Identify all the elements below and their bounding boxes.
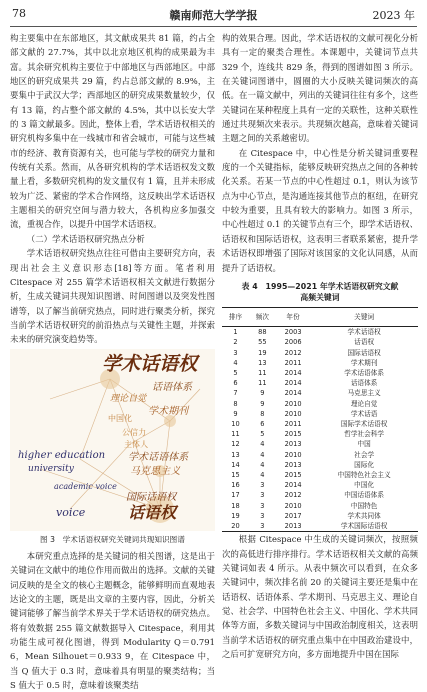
cell-keyword: 中国化 <box>354 481 375 490</box>
cell-frequency: 13 <box>258 358 267 367</box>
table-body <box>222 327 418 532</box>
table-row <box>222 419 418 429</box>
cell-frequency: 3 <box>260 481 265 490</box>
cell-keyword: 马克思主义 <box>347 389 381 398</box>
cell-keyword: 中国特色社会主义 <box>337 471 391 480</box>
cell-year: 2015 <box>284 430 302 439</box>
cell-keyword: 中国 <box>357 440 371 449</box>
cell-keyword: 国际学术话语权 <box>340 420 388 429</box>
cell-year: 2014 <box>284 481 302 490</box>
cell-year: 2014 <box>284 379 302 388</box>
cell-year: 2013 <box>284 460 302 469</box>
cell-rank: 4 <box>233 358 238 367</box>
table-row <box>222 521 418 532</box>
cloud-word-10: 学术话语体系 <box>128 451 189 463</box>
cell-keyword: 学术共同体 <box>347 511 381 520</box>
journal-title: 赣南师范大学学报 <box>169 9 258 22</box>
cell-frequency: 4 <box>260 450 265 459</box>
cloud-word-4: 学术期刊 <box>148 405 189 417</box>
cell-year: 2010 <box>284 399 302 408</box>
cell-rank: 12 <box>231 440 240 449</box>
table-row <box>222 348 418 358</box>
table-row <box>222 358 418 368</box>
cell-rank: 20 <box>222 521 249 532</box>
cell-rank: 3 <box>233 348 238 357</box>
table-row <box>222 409 418 419</box>
cell-keyword: 话语体系 <box>350 379 378 388</box>
cell-rank: 16 <box>231 481 240 490</box>
left-paragraph-1: 构主要集中在东部地区，其文献成果共 81 篇，约占全部文献的 27.7%，其中以北京地区机构的成果最为丰富。其余研究机构主要位于中部地区与西部地区。中部地区的研究成果共 29 篇，约占总部文献的 8.9%，主要集中于武汉大学；西部地区的研究成果数量较少，仅有 13 篇，约占整个部文献的 4.5%，其中以长安大学的 3 篇文献最多。因此，整体上看，学术话语权相关的研究机构多集中在一线城市和省会城市，可能与这些城市的经济、教育资源有关，也可能与学校的研究力量和传统有关系。然而，从各研究机构的学术话语权发文数量上看，多数研究机构的发文量仅有 1 篇，且并未形成较为广泛、紧密的学术合作网络，这反映出学术话语权主题相关的研究空间与潜力较大，各机构应多加强交流，重视合作，以提升中国学术话语权。 <box>10 33 215 230</box>
left-paragraph-3: 本研究重点选择的是关键词的相关图谱，这是出于关键词在文献中的地位作用而做出的选择。文献的关键词反映的是全文的核心主题概念，能够鲜明而直观地表达论文的主题，既是出文章的主要内容，因此，分析关键词能够了解当前学术界关于学术话语权的研究热点。将有效数据 255 篇文献数据导入 Citespace，利用其功能生成可视化图谱，得到 Modularity Q＝0.791 6，Mean Silhouet＝0.933 9，在 Citespace 中，当 Q 值大于 0.3 时，意味着具有明显的聚类结构；当 S 值大于 0.5 时，意味着该聚类结 <box>10 550 215 690</box>
cell-rank: 1 <box>233 328 238 337</box>
table-row <box>222 490 418 500</box>
cloud-word-12: academic voice <box>54 481 117 491</box>
cell-rank: 14 <box>231 460 240 469</box>
cell-frequency: 11 <box>258 379 267 388</box>
cell-frequency: 4 <box>260 460 265 469</box>
cell-keyword: 学术话语体系 <box>344 369 385 377</box>
cell-keyword: 中国话语体系 <box>344 491 385 500</box>
header-keyword: 关键词 <box>310 307 418 326</box>
cell-frequency: 4 <box>260 471 265 480</box>
header-rank: 排序 <box>222 307 249 326</box>
right-paragraph-3: 根据 Citespace 中生成的关键词频次，按照频次的高低进行排序排行。学术话语权相关文献的高频关键词如表 4 所示。从表中频次可以看到，在众多关键词中，频次排名前 20 的关键词主要还是集中在话语权、话语体系、学术期刊、马克思主义、理论自觉、社会学、中国特色社会主义、中国化、学术共同体等方面，多数关键词与中国政治制度相关，这表明当前学术话语权的研究重点集中在中国政治建设中，之后可扩宽研究方向，多方面地提升中国在国际 <box>222 534 418 659</box>
cell-rank: 19 <box>231 511 240 520</box>
table-subcaption: 高频关键词 <box>300 292 340 302</box>
cell-year: 2011 <box>284 420 302 429</box>
cell-frequency: 11 <box>258 369 267 377</box>
cell-keyword: 话语权 <box>354 338 375 347</box>
cell-year: 2011 <box>284 358 302 367</box>
table-row <box>222 368 418 378</box>
table-row <box>222 480 418 490</box>
cell-rank: 7 <box>233 389 238 398</box>
cell-rank: 2 <box>233 338 238 347</box>
table-row <box>222 388 418 398</box>
page-header <box>10 0 417 27</box>
cell-rank: 8 <box>233 399 238 408</box>
cell-frequency: 88 <box>258 328 267 337</box>
cell-keyword: 哲学社会科学 <box>344 430 385 439</box>
cloud-word-8: higher education <box>18 449 106 461</box>
left-column <box>10 31 215 692</box>
cloud-word-1: 学术话语权 <box>102 352 198 375</box>
cell-rank: 13 <box>231 450 240 459</box>
cell-year: 2010 <box>284 450 302 459</box>
cell-year: 2014 <box>284 389 302 398</box>
cell-frequency: 55 <box>258 338 267 347</box>
right-paragraph-1: 构的效果合理。因此，学术话语权的文献可视化分析具有一定的聚类合理性。本课题中，关键词节点共 329 个，连线共 829 条，得到的图谱如图 3 所示。在关键词图谱中，圆圈的大小反映关键词频次的高低。在一篇文献中，列出的关键词往往有多个，这些关键词在某种程度上具有一定的关联性，这种关联性通过共现频次来表示。共现频次越高，意味着关键词主题之间的关系越密切。 <box>222 33 418 144</box>
table-row <box>222 460 418 470</box>
cell-keyword: 学术国际话语权 <box>310 521 418 532</box>
cloud-word-11: 马克思主义 <box>130 465 181 477</box>
cell-frequency: 19 <box>258 348 267 357</box>
header-year: 年份 <box>276 307 310 326</box>
cell-frequency: 9 <box>260 389 265 398</box>
keyword-cooccurrence-figure <box>10 349 215 531</box>
cell-keyword: 理论自觉 <box>350 399 378 408</box>
cell-frequency: 3 <box>260 511 265 520</box>
cell-frequency: 3 <box>260 491 265 500</box>
cell-year: 2010 <box>284 501 302 510</box>
cell-rank: 18 <box>231 501 240 510</box>
cloud-word-5: 中国化 <box>108 413 133 423</box>
cloud-word-7: 主体人 <box>124 439 149 449</box>
cell-year: 2012 <box>284 491 302 500</box>
cell-frequency: 8 <box>260 409 265 418</box>
cell-frequency: 6 <box>260 420 265 429</box>
cell-rank: 6 <box>233 379 238 388</box>
cloud-word-15: 话语权 <box>128 502 177 522</box>
cell-year: 2012 <box>284 348 302 357</box>
cell-rank: 17 <box>231 491 240 500</box>
figure-caption: 图 3 学术话语权研究关键词共现知识图谱 <box>40 534 185 544</box>
cloud-word-3: 理论自觉 <box>110 393 147 404</box>
cell-frequency: 3 <box>260 501 265 510</box>
cell-keyword: 国际话语权 <box>347 348 381 357</box>
cell-frequency: 3 <box>249 521 276 532</box>
cell-frequency: 5 <box>260 430 265 439</box>
cell-year: 2015 <box>284 471 302 480</box>
table-row <box>222 399 418 409</box>
cloud-word-14: voice <box>56 505 86 519</box>
cell-keyword: 学术期刊 <box>350 358 378 367</box>
table-row <box>222 511 418 521</box>
cell-year: 2006 <box>284 338 302 347</box>
table-row <box>222 470 418 480</box>
table-row <box>222 501 418 511</box>
cell-rank: 15 <box>231 471 240 480</box>
issue-year: 2023 年 <box>372 9 415 22</box>
cell-rank: 10 <box>231 420 240 429</box>
table-header-row <box>222 307 418 326</box>
cell-year: 2013 <box>276 521 310 532</box>
cell-year: 2014 <box>284 369 302 377</box>
cell-keyword: 中国特色 <box>350 501 378 510</box>
keyword-table <box>222 307 418 532</box>
cloud-word-9: university <box>28 463 74 474</box>
cell-keyword: 国际化 <box>354 460 375 469</box>
cell-frequency: 4 <box>260 440 265 449</box>
page-number: 78 <box>12 7 26 20</box>
right-paragraph-2: 在 Citespace 中，中心性是分析关键词重要程度的一个关键指标，能够反映研究热点之间的各种转化关系。若某一节点的中心性超过 0.1，则认为该节点为中心节点，是沟通连接其他节点的枢纽，在研究中较为重要，且具有较大的影响力。如图 3 所示，中心性超过 0.1 的关键节点有三个，即学术话语权、话语权和国际话语权，这表明三者联系紧密，提升学术话语权即增强了国际对该国家的文化认同感，从而提升了话语权。 <box>222 147 418 273</box>
cell-year: 2013 <box>284 440 302 449</box>
cloud-word-6: 公信力 <box>122 427 147 437</box>
section-heading: （二）学术话语权研究热点分析 <box>26 233 145 244</box>
cell-year: 2010 <box>284 409 302 418</box>
table-row <box>222 327 418 338</box>
right-column <box>222 31 418 661</box>
cell-keyword: 社会学 <box>354 450 375 459</box>
cloud-word-13: 国际话语权 <box>126 491 177 503</box>
left-paragraph-2: 学术话语权研究热点往往可借由主要研究方向，表现出社会主义意识形态[18]等方面。笔者利用 Citespace 对 255 篇学术话语权相关文献进行数据分析，生成关键词共现知识图谱、时间图谱以及突发性图谱等，以了解当前研究热点，同时进行聚类分析，探究当前学术话语权研究的前沿热点与关键性主题，并探索未来的研究演变趋势等。 <box>10 248 215 345</box>
cell-rank: 9 <box>233 409 238 418</box>
table-row <box>222 429 418 439</box>
cell-keyword: 学术话语权 <box>347 328 381 337</box>
table-caption: 表 4 1995—2021 年学术话语权研究文献 <box>241 281 399 291</box>
header-frequency: 频次 <box>249 307 276 326</box>
cell-frequency: 9 <box>260 399 265 408</box>
cell-rank: 11 <box>231 430 240 439</box>
table-row <box>222 450 418 460</box>
network-links <box>10 349 215 531</box>
table-row <box>222 378 418 388</box>
cell-rank: 5 <box>233 369 238 377</box>
cell-year: 2017 <box>284 511 302 520</box>
table-row <box>222 439 418 449</box>
cloud-word-2: 话语体系 <box>152 381 193 393</box>
cell-keyword: 学术话语 <box>350 409 378 418</box>
table-row <box>222 337 418 347</box>
cell-year: 2003 <box>284 328 302 337</box>
